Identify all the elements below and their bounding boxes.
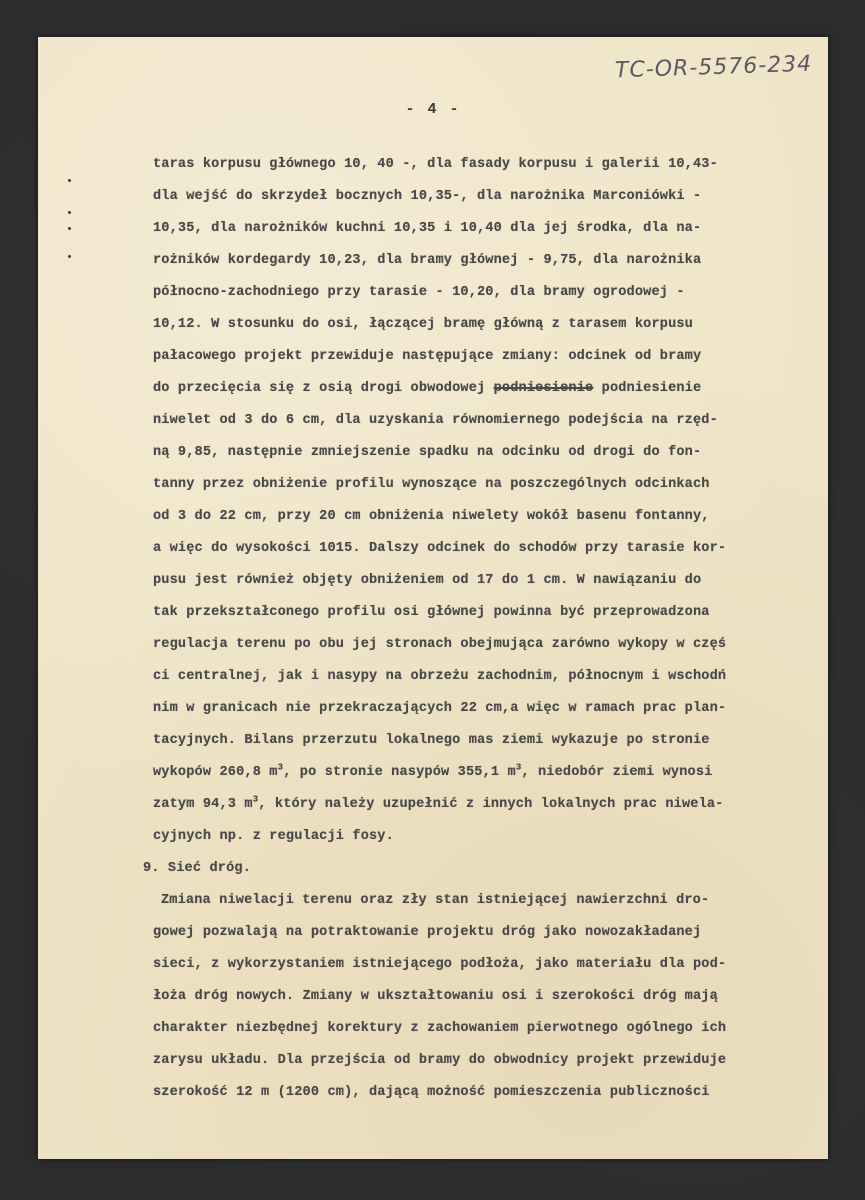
- text-line: zarysu układu. Dla przejścia od bramy do obwodnicy projekt przewiduje: [153, 1053, 727, 1068]
- text-line: ci centralnej, jak i nasypy na obrzeżu zachodnim, północnym i wschodń: [153, 669, 727, 684]
- text-fragment: do przecięcia się z osią drogi obwodowej: [153, 381, 486, 396]
- struck-word: podniesienie: [493, 381, 594, 396]
- margin-mark: [68, 179, 71, 182]
- text-line: cyjnych np. z regulacji fosy.: [153, 829, 394, 844]
- text-line: nim w granicach nie przekraczających 22 cm,a więc w ramach prac plan-: [153, 701, 727, 716]
- text-line: łoża dróg nowych. Zmiany w ukształtowaniu osi i szerokości dróg mają: [153, 989, 718, 1004]
- text-line: od 3 do 22 cm, przy 20 cm obniżenia niwelety wokół basenu fontanny,: [153, 509, 710, 524]
- superscript: 3: [515, 762, 522, 773]
- margin-mark: [68, 211, 71, 214]
- text-line: charakter niezbędnej korektury z zachowaniem pierwotnego ogólnego ich: [153, 1021, 727, 1036]
- text-fragment: wykopów 260,8 m: [153, 765, 278, 780]
- text-line: a więc do wysokości 1015. Dalszy odcinek do schodów przy tarasie kor-: [153, 541, 727, 556]
- text-line: ną 9,85, następnie zmniejszenie spadku na odcinku od drogi do fon-: [153, 445, 702, 460]
- document-body: [143, 149, 843, 1109]
- text-line: północno-zachodniego przy tarasie - 10,20, dla bramy ogrodowej -: [153, 285, 685, 300]
- text-line: 10,35, dla narożników kuchni 10,35 i 10,40 dla jej środka, dla na-: [153, 221, 702, 236]
- text-fragment: , po stronie nasypów 355,1 m: [283, 765, 516, 780]
- text-fragment: , który należy uzupełnić z innych lokalnych prac niwela-: [258, 797, 724, 812]
- text-fragment: zatym 94,3 m: [153, 797, 253, 812]
- text-line: tak przekształconego profilu osi głównej powinna być przeprowadzona: [153, 605, 710, 620]
- text-fragment: podniesienie: [593, 381, 702, 396]
- text-line: [143, 757, 843, 789]
- text-line: Zmiana niwelacji terenu oraz zły stan istniejącej nawierzchni dro-: [161, 893, 710, 908]
- text-line: dla wejść do skrzydeł bocznych 10,35-, dla narożnika Marconiówki -: [153, 189, 702, 204]
- text-line: [143, 789, 843, 821]
- text-fragment: , niedobór ziemi wynosi: [521, 765, 713, 780]
- text-line: pałacowego projekt przewiduje następujące zmiany: odcinek od bramy: [153, 349, 702, 364]
- margin-mark: [68, 255, 71, 258]
- text-line: [143, 373, 843, 405]
- text-line: tanny przez obniżenie profilu wynoszące na poszczególnych odcinkach: [153, 477, 710, 492]
- text-line: sieci, z wykorzystaniem istniejącego podłoża, jako materiału dla pod-: [153, 957, 727, 972]
- superscript: 3: [277, 762, 284, 773]
- text-line: regulacja terenu po obu jej stronach obejmująca zarówno wykopy w częś: [153, 637, 727, 652]
- text-line: niwelet od 3 do 6 cm, dla uzyskania równomiernego podejścia na rzęd-: [153, 413, 718, 428]
- text-line: szerokość 12 m (1200 cm), dającą możność pomieszczenia publiczności: [153, 1085, 710, 1100]
- margin-mark: [68, 227, 71, 230]
- text-line: 10,12. W stosunku do osi, łączącej bramę główną z tarasem korpusu: [153, 317, 693, 332]
- superscript: 3: [252, 794, 259, 805]
- page-number: - 4 -: [405, 101, 461, 118]
- archive-signature: TC-OR-5576-234: [614, 51, 813, 84]
- text-line: taras korpusu głównego 10, 40 -, dla fasady korpusu i galerii 10,43-: [153, 157, 718, 172]
- text-line: tacyjnych. Bilans przerzutu lokalnego mas ziemi wykazuje po stronie: [153, 733, 710, 748]
- text-line: rożników kordegardy 10,23, dla bramy głównej - 9,75, dla narożnika: [153, 253, 702, 268]
- section-heading: 9. Sieć dróg.: [143, 861, 251, 876]
- text-line: pusu jest również objęty obniżeniem od 17 do 1 cm. W nawiązaniu do: [153, 573, 702, 588]
- text-line: gowej pozwalają na potraktowanie projektu dróg jako nowozakładanej: [153, 925, 702, 940]
- document-page: [38, 37, 828, 1159]
